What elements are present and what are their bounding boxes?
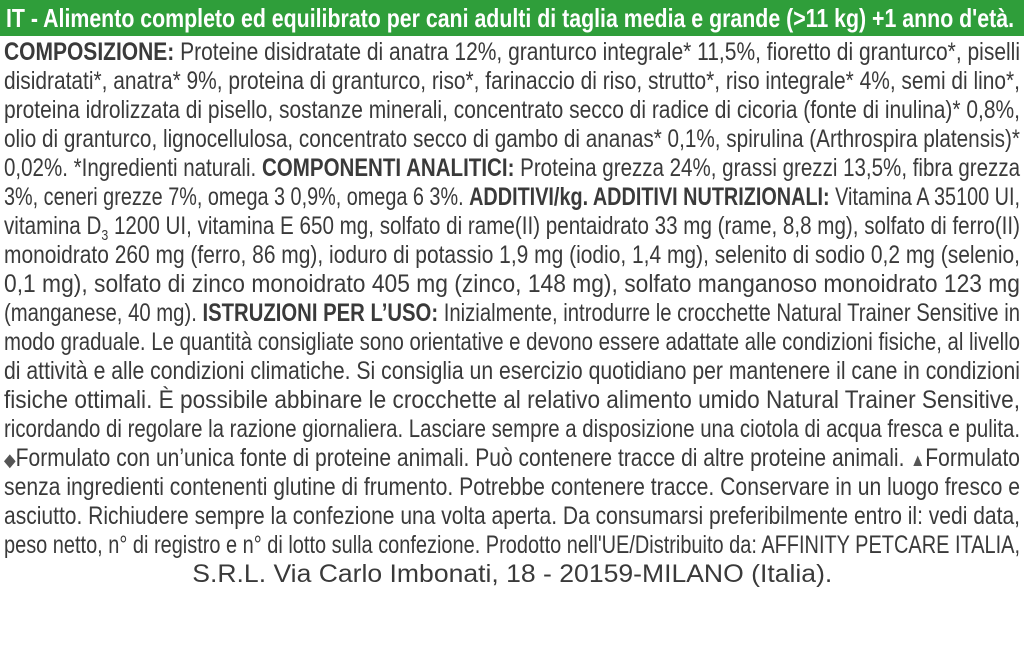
text-segment: disidratati*, anatra* 9%, proteina di granturco, riso*, farinaccio di riso, strutto*, riso integrale* 4%, semi di lino*,	[4, 67, 1020, 95]
text-line-content	[4, 154, 1020, 183]
text-line-content	[4, 328, 1020, 357]
text-line-content	[4, 386, 1020, 415]
section-heading: ADDITIVI/kg. ADDITIVI NUTRIZIONALI:	[469, 183, 830, 211]
text-segment: S.R.L. Via Carlo Imbonati, 18 - 20159-MILANO (Italia).	[191, 560, 832, 588]
text-line-content	[4, 96, 1020, 125]
text-line-content	[4, 299, 1020, 328]
text-segment: Formulato	[925, 444, 1020, 472]
text-segment: di attività e alle condizioni climatiche. Si consiglia un esercizio quotidiano per mantenere il cane in condizioni	[4, 357, 1020, 385]
bullet-symbol: ◆	[4, 450, 16, 470]
text-line-content	[4, 38, 1020, 67]
text-segment: Inizialmente, introdurre le crocchette Natural Trainer Sensitive in	[438, 299, 1021, 327]
section-heading: COMPOSIZIONE:	[4, 38, 175, 66]
section-heading: COMPONENTI ANALITICI:	[261, 154, 515, 182]
text-segment: Formulato con un’unica fonte di proteine animali. Può contenere tracce di altre proteine animali.	[15, 444, 911, 472]
text-line	[4, 560, 1020, 589]
text-line	[4, 125, 1020, 154]
text-segment: Proteina grezza 24%, grassi grezzi 13,5%, fibra grezza	[514, 154, 1020, 182]
text-line	[4, 357, 1020, 386]
text-segment: 0,1 mg), solfato di zinco monoidrato 405 mg (zinco, 148 mg), solfato manganoso monoidrato 123 mg	[4, 270, 1020, 298]
header-title: IT - Alimento completo ed equilibrato per cani adulti di taglia media e grande (>11 kg) +1 anno d'età.	[6, 3, 1014, 33]
section-heading: ISTRUZIONI PER L’USO:	[202, 299, 439, 327]
text-segment: olio di granturco, lignocellulosa, concentrato secco di gambo di ananas* 0,1%, spirulina (Arthrospira platensis)*	[4, 125, 1020, 153]
text-line-content	[4, 415, 1020, 444]
text-line	[4, 183, 1020, 212]
text-line-content	[4, 67, 1020, 96]
text-line-content	[4, 531, 1020, 560]
text-segment: (manganese, 40 mg).	[4, 299, 203, 327]
text-line	[4, 38, 1020, 67]
text-segment: 1200 UI, vitamina E 650 mg, solfato di rame(II) pentaidrato 33 mg (rame, 8,8 mg), solfato di ferro(II)	[108, 212, 1021, 240]
text-segment: monoidrato 260 mg (ferro, 86 mg), ioduro di potassio 1,9 mg (iodio, 1,4 mg), selenito di sodio 0,2 mg (selenio,	[4, 241, 1020, 269]
text-segment: 0,02%. *Ingredienti naturali.	[4, 154, 262, 182]
text-segment: fisiche ottimali. È possibile abbinare le crocchette al relativo alimento umido Natural Trainer Sensitive,	[4, 386, 1020, 414]
label-body	[4, 38, 1020, 589]
text-segment: vitamina D	[4, 212, 102, 240]
text-segment: ricordando di regolare la razione giornaliera. Lasciare sempre a disposizione una ciotola di acqua fresca e pulita.	[4, 415, 1020, 443]
text-line-content	[4, 357, 1020, 386]
text-line	[4, 444, 1020, 473]
text-line-content	[4, 502, 1020, 531]
text-segment: Vitamina A 35100 UI,	[829, 183, 1020, 211]
text-line-content	[4, 241, 1020, 270]
text-line	[4, 67, 1020, 96]
text-segment: modo graduale. Le quantità consigliate sono orientative e devono essere adattate alle condizioni fisiche, al livello	[4, 328, 1020, 356]
text-segment: proteina idrolizzata di pisello, sostanze minerali, concentrato secco di radice di cicoria (fonte di inulina)* 0,8%,	[4, 96, 1020, 124]
text-line	[4, 96, 1020, 125]
text-line-content	[4, 125, 1020, 154]
text-line	[4, 212, 1021, 244]
text-line-content	[192, 560, 832, 589]
text-line	[4, 415, 1020, 444]
text-line	[4, 154, 1020, 183]
text-line-content	[4, 473, 1020, 502]
bullet-symbol: ▲	[910, 450, 926, 470]
header-banner	[0, 0, 1024, 36]
text-line	[4, 270, 1020, 299]
text-line	[4, 386, 1020, 415]
text-segment: asciutto. Richiudere sempre la confezione una volta aperta. Da consumarsi preferibilmente entro il: vedi data,	[4, 502, 1020, 530]
text-segment: Proteine disidratate di anatra 12%, granturco integrale* 11,5%, fioretto di granturco*, piselli	[174, 38, 1020, 66]
text-line	[4, 299, 1020, 328]
text-line-content	[4, 183, 1020, 212]
text-segment: senza ingredienti contenenti glutine di frumento. Potrebbe contenere tracce. Conservare in un luogo fresco e	[4, 473, 1020, 501]
text-line-content	[4, 212, 1021, 244]
text-line	[4, 241, 1020, 270]
subscript: 3	[101, 227, 109, 244]
text-line-content	[4, 444, 1020, 475]
text-segment: peso netto, n° di registro e n° di lotto sulla confezione. Prodotto nell'UE/Distribuito da: AFFINITY PETCARE ITALIA,	[4, 531, 1021, 559]
text-line	[4, 502, 1020, 531]
text-line	[4, 473, 1020, 502]
text-line-content	[4, 270, 1020, 299]
text-line	[4, 328, 1020, 357]
text-segment: 3%, ceneri grezze 7%, omega 3 0,9%, omega 6 3%.	[4, 183, 470, 211]
text-line	[4, 531, 1020, 560]
